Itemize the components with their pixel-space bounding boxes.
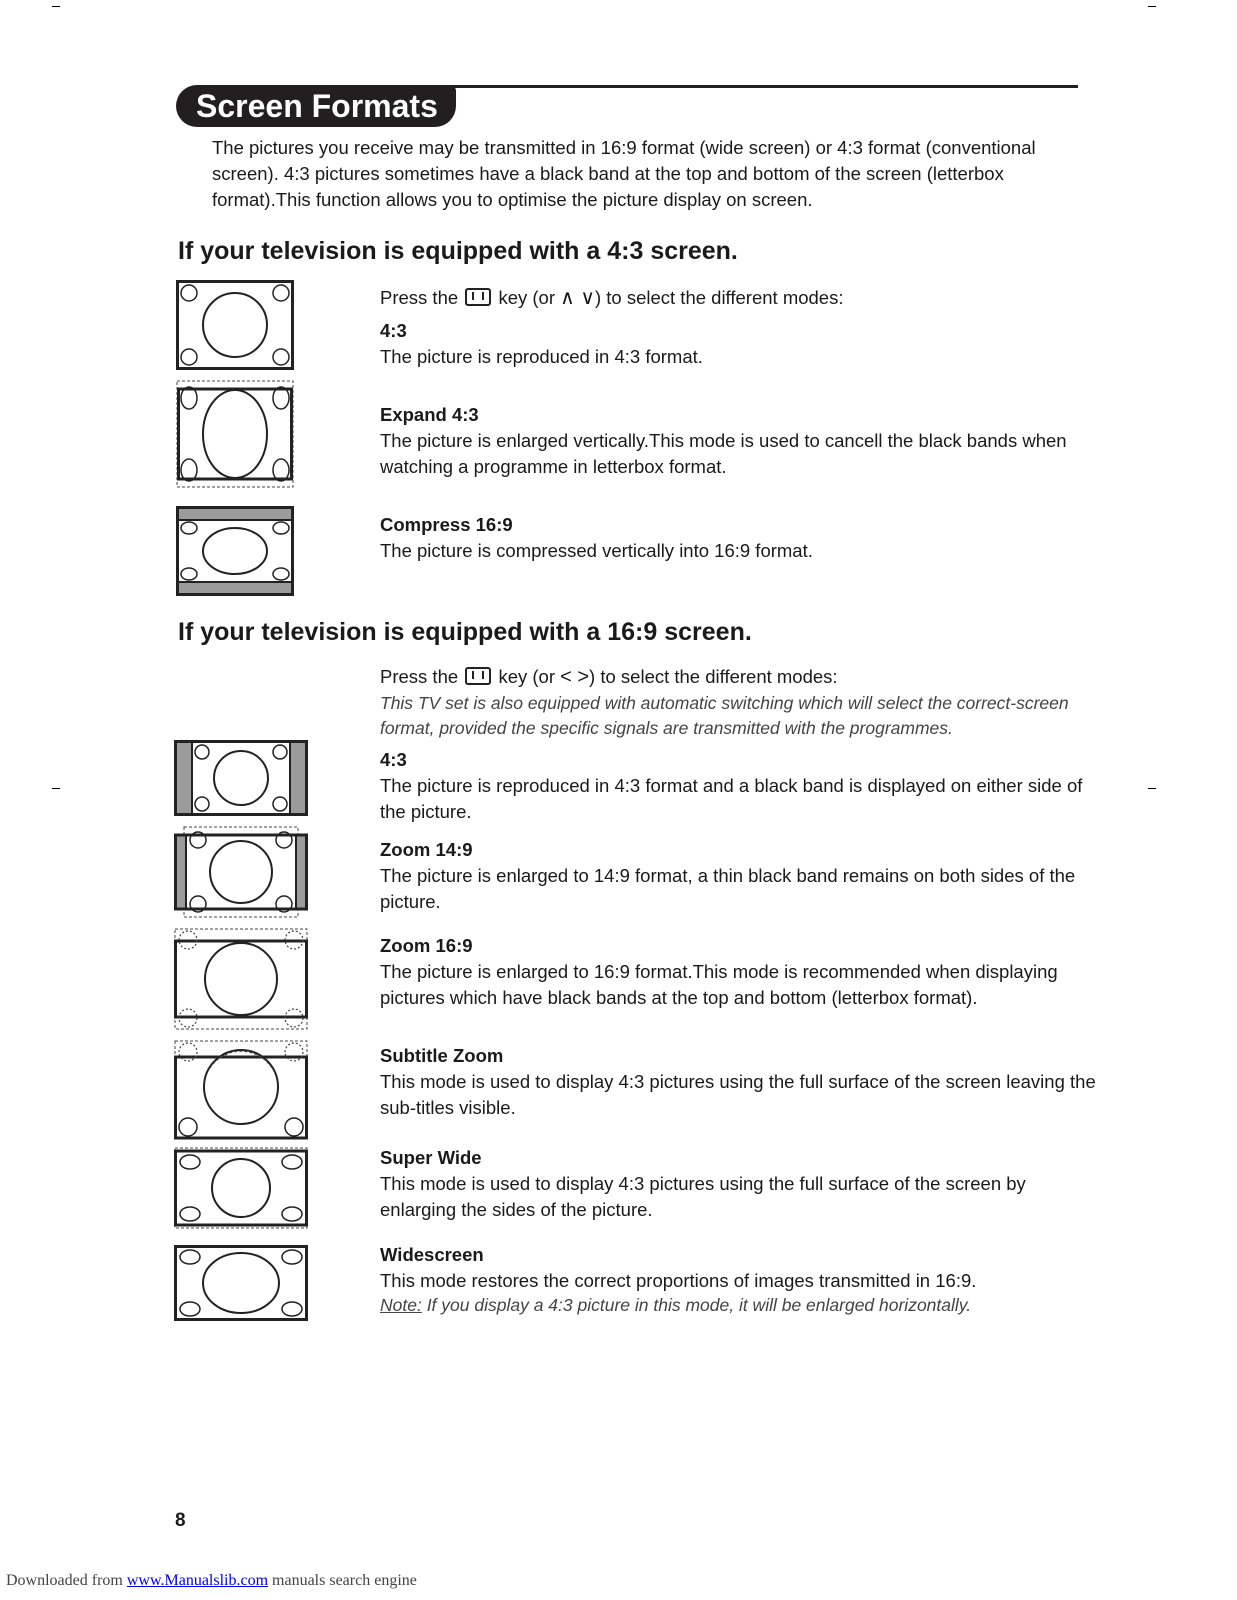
section-169-instruction: Press the key (or < >) to select the different modes: — [380, 666, 838, 688]
crop-mark — [1148, 788, 1156, 789]
tv169-widescreen-icon — [174, 1245, 308, 1321]
mode-description: The picture is enlarged to 14:9 format, a thin black band remains on both sides of the picture. — [380, 865, 1076, 912]
crop-mark — [52, 788, 60, 789]
mode-description: This mode restores the correct proportions of images transmitted in 16:9. — [380, 1270, 977, 1291]
mode-title: Super Wide — [380, 1147, 482, 1168]
manualslib-link[interactable]: www.Manualslib.com — [126, 1572, 269, 1589]
download-footer: Downloaded from www.Manualslib.com manuals search engine — [6, 1572, 417, 1589]
tv43-expand-icon — [176, 380, 294, 488]
tv169-subtitle-zoom-icon — [174, 1040, 308, 1140]
section-43-heading: If your television is equipped with a 4:3 screen. — [178, 237, 738, 265]
tv169-43-icon — [174, 740, 308, 816]
tv169-zoom149-icon — [174, 826, 308, 918]
widescreen-note: Note: If you display a 4:3 picture in this mode, it will be enlarged horizontally. — [380, 1295, 972, 1315]
mode-title: Compress 16:9 — [380, 514, 513, 535]
mode-description: This mode is used to display 4:3 pictures using the full surface of the screen leaving the sub-titles visible. — [380, 1071, 1096, 1118]
mode-title: 4:3 — [380, 320, 407, 341]
crop-mark — [1148, 6, 1156, 7]
section-169-heading: If your television is equipped with a 16:9 screen. — [178, 618, 752, 646]
mode-description: The picture is compressed vertically into 16:9 format. — [380, 540, 813, 561]
tv169-zoom169-icon — [174, 928, 308, 1030]
up-down-arrows-icon: ∧ ∨ — [560, 287, 595, 309]
mode-title: Zoom 16:9 — [380, 935, 473, 956]
page-number: 8 — [175, 1510, 186, 1531]
mode-title: Widescreen — [380, 1244, 484, 1265]
format-key-icon — [465, 288, 491, 306]
tv169-super-wide-icon — [174, 1147, 308, 1229]
mode-description: This mode is used to display 4:3 pictures using the full surface of the screen by enlarging the sides of the picture. — [380, 1173, 1026, 1220]
mode-title: Expand 4:3 — [380, 404, 479, 425]
mode-title: 4:3 — [380, 749, 407, 770]
page-title: Screen Formats — [176, 85, 456, 127]
mode-description: The picture is enlarged to 16:9 format.This mode is recommended when displaying pictures which have black bands at the top and bottom (letterbox format). — [380, 961, 1058, 1008]
tv43-compress-icon — [176, 506, 294, 596]
mode-title: Subtitle Zoom — [380, 1045, 504, 1066]
format-key-icon — [465, 667, 491, 685]
crop-mark — [52, 6, 60, 7]
mode-description: The picture is reproduced in 4:3 format and a black band is displayed on either side of the picture. — [380, 775, 1083, 822]
mode-title: Zoom 14:9 — [380, 839, 473, 860]
title-rule — [440, 85, 1078, 88]
left-right-arrows-icon: < > — [560, 666, 590, 688]
mode-description: The picture is enlarged vertically.This mode is used to cancell the black bands when watching a programme in letterbox format. — [380, 430, 1067, 477]
tv43-normal-icon — [176, 280, 294, 370]
auto-switch-note: This TV set is also equipped with automatic switching which will select the correct-screen format, provided the specific signals are transmitted with the programmes. — [380, 693, 1069, 738]
intro-paragraph: The pictures you receive may be transmitted in 16:9 format (wide screen) or 4:3 format (conventional screen). 4:3 pictures sometimes have a black band at the top and bottom of the screen (letterbox format).This function allows you to optimise the picture display on screen. — [212, 137, 1036, 210]
mode-description: The picture is reproduced in 4:3 format. — [380, 346, 703, 367]
section-43-instruction: Press the key (or ∧ ∨) to select the different modes: — [380, 287, 844, 309]
